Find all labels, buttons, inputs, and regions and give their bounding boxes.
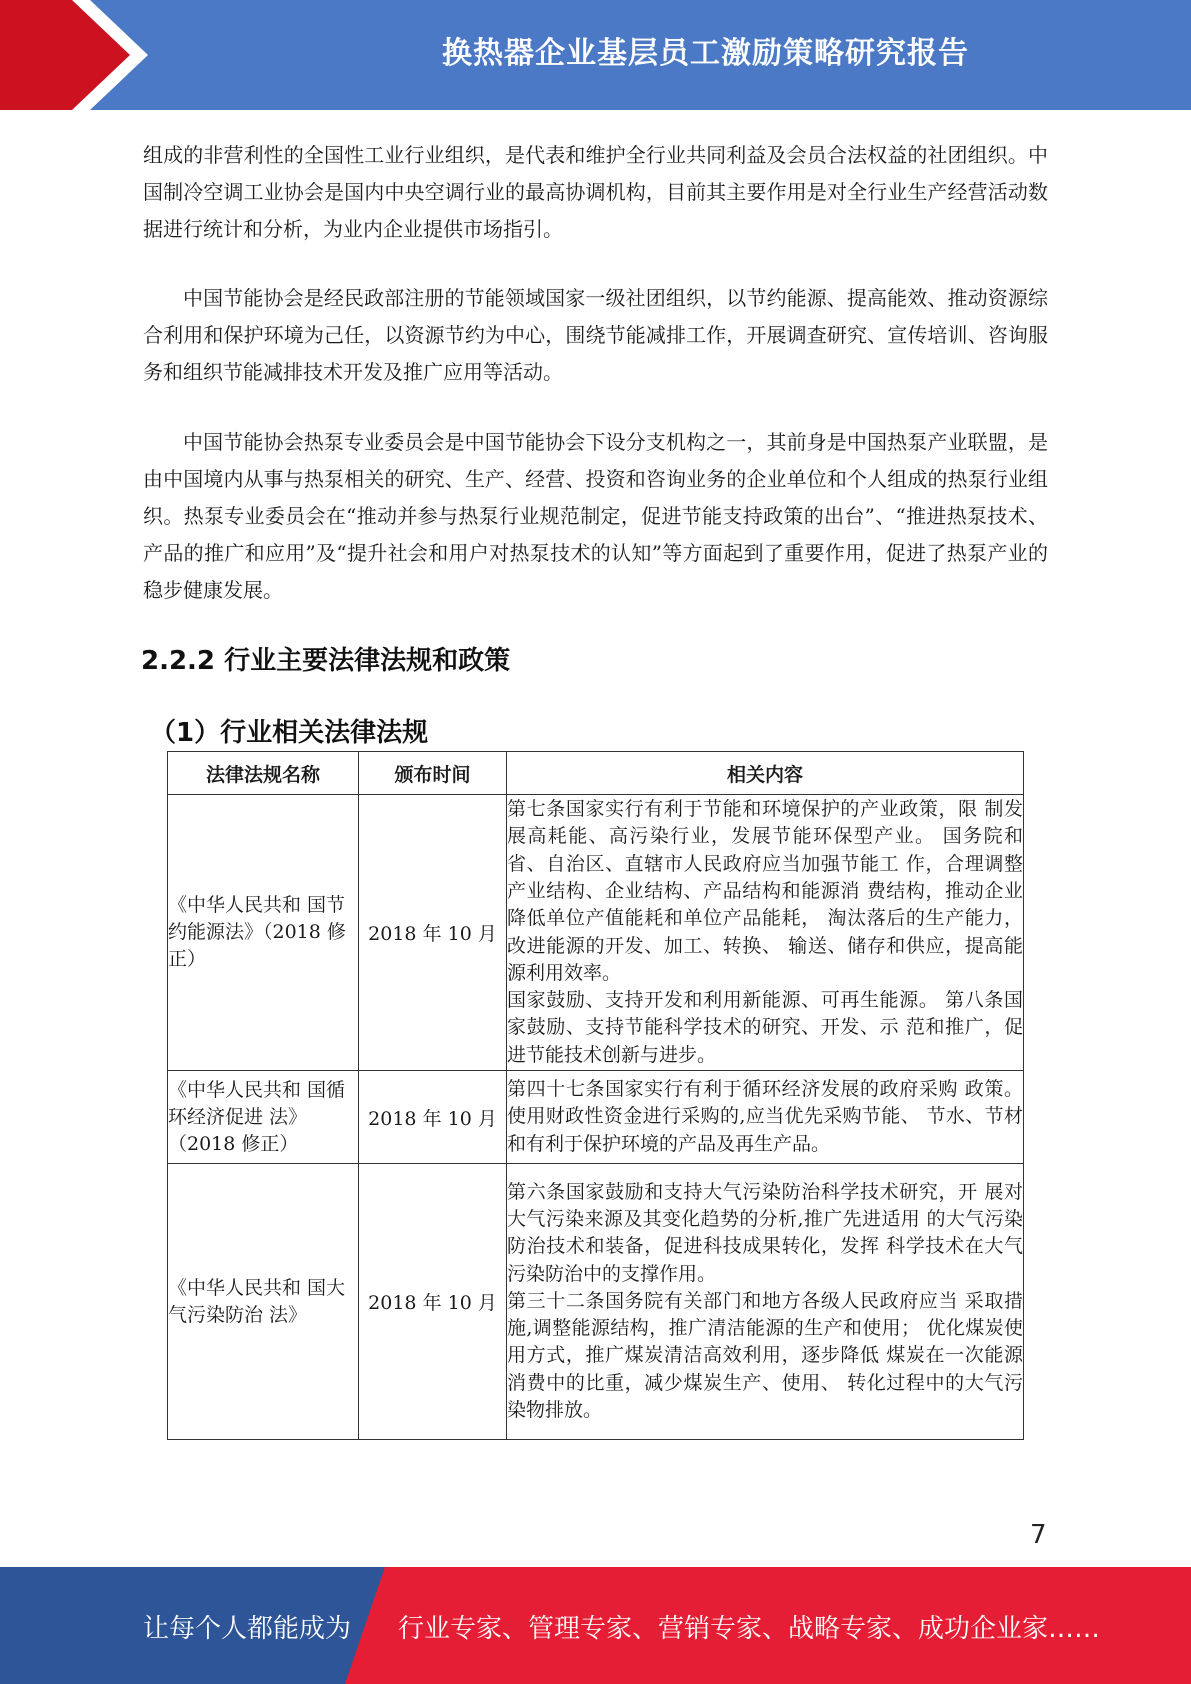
law-content-para: 第三十二条国务院有关部门和地方各级人民政府应当 采取措施,调整能源结构，推广清洁能源的生产和使用； 优化煤炭使用方式，推广煤炭清洁高效利用，逐步降低 煤炭在一次能源消费中的比重，减少煤炭生产、使用、 转化过程中的大气污染物排放。 <box>507 1289 1023 1422</box>
table-row <box>168 1071 1024 1164</box>
footer-slogan-left: 让每个人都能成为 <box>143 1614 352 1644</box>
paragraph-1: 组成的非营利性的全国性工业行业组织，是代表和维护全行业共同利益及会员合法权益的社团组织。中国制冷空调工业协会是国内中央空调行业的最高协调机构，目前其主要作用是对全行业生产经营活动数据进行统计和分析，为业内企业提供市场指引。 <box>143 143 1048 241</box>
header-issue-date: 颁布时间 <box>359 752 507 795</box>
law-content-para: 第四十七条国家实行有利于循环经济发展的政府采购 政策。使用财政性资金进行采购的,应当优先采购节能、 节水、节材和有利于保护环境的产品及再生产品。 <box>507 1078 1023 1155</box>
report-title: 换热器企业基层员工激励策略研究报告 <box>442 36 969 71</box>
table-row <box>168 1164 1024 1440</box>
law-content-cell <box>507 1164 1024 1440</box>
table-header-row <box>168 752 1024 795</box>
law-name-cell: 《中华人民共和 国循环经济促进 法》（2018 修正） <box>168 1071 359 1164</box>
law-content-cell <box>507 1071 1024 1164</box>
page-header <box>0 0 1191 110</box>
page-number: 7 <box>1030 1520 1047 1550</box>
law-date-cell: 2018 年 10 月 <box>359 1164 507 1440</box>
paragraph-2: 中国节能协会是经民政部注册的节能领域国家一级社团组织，以节约能源、提高能效、推动资源综合利用和保护环境为己任，以资源节约为中心，围绕节能减排工作，开展调查研究、宣传培训、咨询服务和组织节能减排技术开发及推广应用等活动。 <box>143 286 1048 384</box>
law-name-cell: 《中华人民共和 国节约能源法》（2018 修正） <box>168 795 359 1071</box>
header-law-name: 法律法规名称 <box>168 752 359 795</box>
laws-table <box>167 751 1024 1440</box>
law-content-para: 第七条国家实行有利于节能和环境保护的产业政策，限 制发展高耗能、高污染行业，发展节能环保型产业。 国务院和省、自治区、直辖市人民政府应当加强节能工 作，合理调整产业结构、企业结构、产品结构和能源消 费结构，推动企业降低单位产值能耗和单位产品能耗， 淘汰落后的生产能力，改进能源的开发、加工、转换、 输送、储存和供应，提高能源利用效率。 <box>507 798 1023 984</box>
section-heading: 2.2.2 行业主要法律法规和政策 <box>141 646 511 676</box>
header-content: 相关内容 <box>507 752 1024 795</box>
law-name-cell: 《中华人民共和 国大气污染防治 法》 <box>168 1164 359 1440</box>
footer-slogan-right: 行业专家、管理专家、营销专家、战略专家、成功企业家…… <box>398 1614 1101 1644</box>
law-content-para: 第六条国家鼓励和支持大气污染防治科学技术研究，开 展对大气污染来源及其变化趋势的分析,推广先进适用 的大气污染防治技术和装备，促进科技成果转化，发挥 科学技术在大气污染防治中的支撑作用。 <box>507 1180 1023 1285</box>
law-date-cell: 2018 年 10 月 <box>359 795 507 1071</box>
law-content-cell <box>507 795 1024 1071</box>
header-red-arrow-shape <box>0 0 150 110</box>
table-row <box>168 795 1024 1071</box>
law-date-cell: 2018 年 10 月 <box>359 1071 507 1164</box>
law-content-para: 国家鼓励、支持开发和利用新能源、可再生能源。 第八条国家鼓励、支持节能科学技术的研究、开发、示 范和推广，促进节能技术创新与进步。 <box>507 989 1023 1066</box>
page-footer <box>0 1567 1191 1684</box>
subsection-heading: （1）行业相关法律法规 <box>150 718 429 748</box>
paragraph-3: 中国节能协会热泵专业委员会是中国节能协会下设分支机构之一，其前身是中国热泵产业联盟，是由中国境内从事与热泵相关的研究、生产、经营、投资和咨询业务的企业单位和个人组成的热泵行业组织。热泵专业委员会在“推动并参与热泵行业规范制定，促进节能支持政策的出台”、“推进热泵技术、产品的推广和应用”及“提升社会和用户对热泵技术的认知”等方面起到了重要作用，促进了热泵产业的稳步健康发展。 <box>143 430 1048 602</box>
